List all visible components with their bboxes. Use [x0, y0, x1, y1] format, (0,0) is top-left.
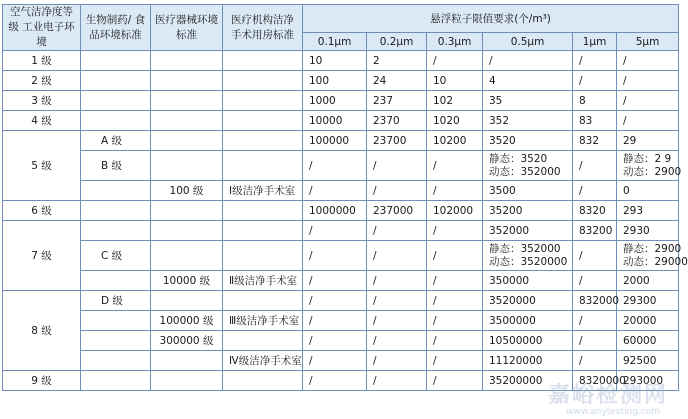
table-row: [3, 181, 679, 201]
value-cell: 100000: [303, 131, 367, 151]
value-cell: /: [367, 181, 427, 201]
value-cell: 1020: [427, 111, 483, 131]
value-cell: 10500000: [483, 331, 573, 351]
value-cell: /: [367, 271, 427, 291]
value-cell: 3520000: [483, 291, 573, 311]
value-cell: 10: [427, 71, 483, 91]
value-cell: /: [573, 311, 617, 331]
grade-cell: 8 级: [3, 291, 81, 371]
bio-grade-cell: D 级: [81, 291, 151, 311]
watermark-url: www.anytesting.com: [566, 407, 660, 417]
value-cell: 23700: [367, 131, 427, 151]
value-cell: 2370: [367, 111, 427, 131]
value-cell: /: [427, 331, 483, 351]
value-cell: /: [427, 221, 483, 241]
value-cell: 2930: [617, 221, 679, 241]
value-cell: /: [427, 151, 483, 181]
value-cell: /: [573, 181, 617, 201]
value-cell: 3500: [483, 181, 573, 201]
table-row: [3, 151, 679, 181]
value-cell: 8320: [573, 201, 617, 221]
value-cell: /: [427, 271, 483, 291]
value-cell: 2000: [617, 271, 679, 291]
value-cell: 4: [483, 71, 573, 91]
value-cell: /: [367, 371, 427, 391]
value-cell: [483, 151, 573, 181]
value-cell: [483, 241, 573, 271]
value-cell: /: [427, 371, 483, 391]
grade-cell: 2 级: [3, 71, 81, 91]
value-cell: 102: [427, 91, 483, 111]
watermark-text: 嘉峪检测网: [547, 383, 668, 408]
table-row: [3, 351, 679, 371]
table-row: [3, 291, 679, 311]
value-cell: /: [427, 181, 483, 201]
grade-cell: 7 级: [3, 221, 81, 291]
value-cell: 8: [573, 91, 617, 111]
table-row: [3, 311, 679, 331]
value-cell: [617, 241, 688, 271]
value-cell: 35: [483, 91, 573, 111]
table-row: [3, 131, 679, 151]
value-cell: /: [367, 241, 427, 271]
value-cell: /: [303, 271, 367, 291]
header-size: 0.1μm: [303, 33, 367, 51]
dynamic-value: 动态：29000: [623, 255, 688, 268]
dynamic-value: 动态：2900: [623, 165, 682, 178]
value-cell: /: [367, 221, 427, 241]
value-cell: /: [573, 331, 617, 351]
value-cell: 8320000: [573, 371, 617, 391]
value-cell: 24: [367, 71, 427, 91]
value-cell: 102000: [427, 201, 483, 221]
value-cell: /: [367, 151, 427, 181]
value-cell: /: [303, 311, 367, 331]
grade-cell: 5 级: [3, 131, 81, 201]
table-row: [3, 271, 679, 291]
value-cell: 35200000: [483, 371, 573, 391]
value-cell: 1000000: [303, 201, 367, 221]
bio-grade-cell: B 级: [81, 151, 151, 181]
value-cell: 29: [617, 131, 679, 151]
value-cell: 832000: [573, 291, 617, 311]
value-cell: /: [303, 291, 367, 311]
table-row: [3, 221, 679, 241]
grade-cell: 6 级: [3, 201, 81, 221]
value-cell: 832: [573, 131, 617, 151]
value-cell: 35200: [483, 201, 573, 221]
table-row: [3, 331, 679, 351]
value-cell: 237000: [367, 201, 427, 221]
header-room: 医疗机构洁净 手术用房标准: [223, 5, 303, 51]
value-cell: /: [617, 111, 679, 131]
table-row: [3, 51, 679, 71]
med-grade-cell: 300000 级: [151, 331, 223, 351]
value-cell: 3500000: [483, 311, 573, 331]
value-cell: /: [573, 271, 617, 291]
value-cell: 2: [367, 51, 427, 71]
value-cell: /: [367, 351, 427, 371]
value-cell: /: [303, 151, 367, 181]
value-cell: /: [617, 91, 679, 111]
value-cell: 293000: [617, 371, 679, 391]
value-cell: /: [303, 221, 367, 241]
value-cell: /: [367, 291, 427, 311]
header-size: 0.3μm: [427, 33, 483, 51]
value-cell: 350000: [483, 271, 573, 291]
static-value: 静态：352000: [489, 242, 561, 255]
grade-cell: 3 级: [3, 91, 81, 111]
value-cell: 60000: [617, 331, 679, 351]
value-cell: 293: [617, 201, 679, 221]
value-cell: /: [573, 151, 617, 181]
header-bio: 生物制药/ 食品环境标准: [81, 5, 151, 51]
value-cell: /: [303, 241, 367, 271]
room-grade-cell: Ⅳ级洁净手术室: [223, 351, 303, 371]
bio-grade-cell: C 级: [81, 241, 151, 271]
cleanroom-table: [2, 4, 688, 391]
value-cell: 83200: [573, 221, 617, 241]
value-cell: /: [573, 51, 617, 71]
value-cell: /: [303, 351, 367, 371]
value-cell: 237: [367, 91, 427, 111]
value-cell: /: [617, 51, 679, 71]
value-cell: /: [303, 181, 367, 201]
value-cell: /: [427, 351, 483, 371]
value-cell: 20000: [617, 311, 679, 331]
value-cell: 10: [303, 51, 367, 71]
med-grade-cell: 10000 级: [151, 271, 223, 291]
value-cell: /: [573, 241, 617, 271]
value-cell: 10200: [427, 131, 483, 151]
value-cell: 352: [483, 111, 573, 131]
value-cell: /: [483, 51, 573, 71]
value-cell: /: [617, 71, 679, 91]
value-cell: 29300: [617, 291, 679, 311]
dynamic-value: 动态：352000: [489, 165, 561, 178]
static-value: 静态：2900: [623, 242, 682, 255]
value-cell: /: [303, 331, 367, 351]
value-cell: 83: [573, 111, 617, 131]
room-grade-cell: Ⅲ级洁净手术室: [223, 311, 303, 331]
value-cell: /: [427, 291, 483, 311]
value-cell: 10000: [303, 111, 367, 131]
table-row: [3, 241, 679, 271]
bio-grade-cell: A 级: [81, 131, 151, 151]
table-row: [3, 111, 679, 131]
header-grade: 空气洁净度等级 工业电子环境: [3, 5, 81, 51]
value-cell: /: [367, 331, 427, 351]
value-cell: [617, 151, 682, 181]
value-cell: /: [427, 51, 483, 71]
grade-cell: 4 级: [3, 111, 81, 131]
value-cell: /: [573, 71, 617, 91]
med-grade-cell: 100000 级: [151, 311, 223, 331]
value-cell: 92500: [617, 351, 679, 371]
header-med: 医疗器械环境 标准: [151, 5, 223, 51]
header-size: 1μm: [573, 33, 617, 51]
value-cell: 1000: [303, 91, 367, 111]
room-grade-cell: Ⅱ级洁净手术室: [223, 271, 303, 291]
grade-cell: 1 级: [3, 51, 81, 71]
header-size: 5μm: [617, 33, 679, 51]
value-cell: 3520: [483, 131, 573, 151]
value-cell: /: [303, 371, 367, 391]
value-cell: 0: [617, 181, 679, 201]
dynamic-value: 动态：3520000: [489, 255, 568, 268]
value-cell: /: [427, 241, 483, 271]
value-cell: 11120000: [483, 351, 573, 371]
table-row: [3, 71, 679, 91]
table-row: [3, 201, 679, 221]
header-size: 0.5μm: [483, 33, 573, 51]
grade-cell: 9 级: [3, 371, 81, 391]
value-cell: /: [367, 311, 427, 331]
static-value: 静态：3520: [489, 152, 548, 165]
value-cell: /: [573, 351, 617, 371]
med-grade-cell: 100 级: [151, 181, 223, 201]
value-cell: /: [427, 311, 483, 331]
static-value: 静态：2 9: [623, 152, 672, 165]
value-cell: 352000: [483, 221, 573, 241]
table-row: [3, 91, 679, 111]
header-particle-limits: 悬浮粒子限值要求(个/m³): [303, 5, 679, 33]
header-size: 0.2μm: [367, 33, 427, 51]
value-cell: 100: [303, 71, 367, 91]
room-grade-cell: Ⅰ级洁净手术室: [223, 181, 303, 201]
